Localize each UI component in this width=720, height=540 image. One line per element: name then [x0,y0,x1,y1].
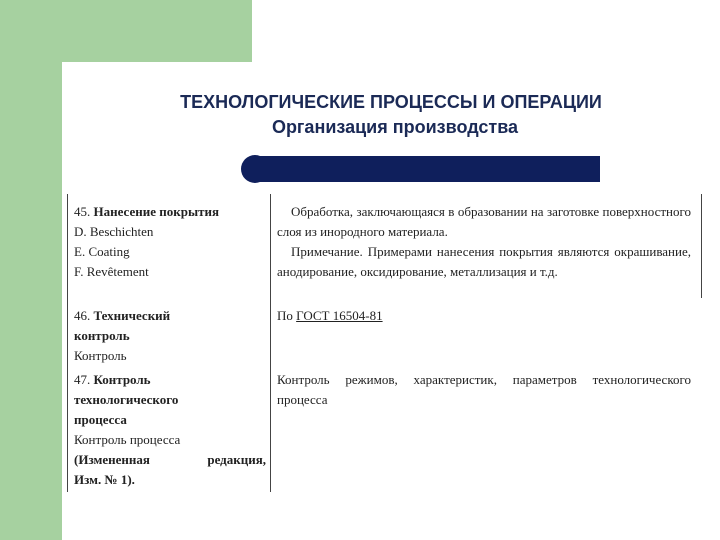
term-french: F. Revêtement [74,264,149,279]
term-title-line: технологического [74,392,179,407]
term-title-line: Контроль [93,372,151,387]
term-number: 47. [74,372,91,387]
term-english: E. Coating [74,244,130,259]
table-left-border [67,194,68,492]
title-subtitle: Организация производства [271,117,519,137]
slide-title [62,90,720,140]
term-synonym: Контроль [74,348,127,363]
definition-text: Обработка, заключающаяся в образовании на заготовке поверхностного слоя из инородного материала. [277,204,691,239]
table-column-divider [270,194,271,492]
terms-table [67,194,703,492]
divider-bar [252,156,600,182]
term-edit-note-b: 1). [120,472,135,487]
term-title-line: контроль [74,328,130,343]
term-title-line: процесса [74,412,127,427]
definition-prefix: По [277,308,293,323]
term-edit-note-a: Изм. № [74,472,118,487]
definition-text: Контроль режимов, характеристик, параметров технологического процесса [277,372,691,407]
definition-note: Примечание. Примерами нанесения покрытия являются окрашивание, анодирование, оксидирование, металлизация и т.д. [277,244,691,279]
term-cell [74,370,266,490]
term-number: 46. [74,308,91,323]
term-edit-note: (Измененная редакция, [74,452,266,467]
table-right-border [701,194,702,298]
definition-cell [277,306,691,326]
term-cell [74,202,266,282]
term-title-line: Технический [93,308,171,323]
gost-link[interactable]: ГОСТ 16504-81 [296,308,383,323]
term-cell [74,306,266,366]
term-german: D. Beschichten [74,224,154,239]
term-title: Нанесение покрытия [93,204,219,219]
definition-cell [277,202,691,282]
definition-cell [277,370,691,410]
term-number: 45. [74,204,91,219]
term-synonym: Контроль процесса [74,432,181,447]
title-main: ТЕХНОЛОГИЧЕСКИЕ ПРОЦЕССЫ И ОПЕРАЦИИ [180,92,602,112]
green-side-strip [0,0,62,540]
